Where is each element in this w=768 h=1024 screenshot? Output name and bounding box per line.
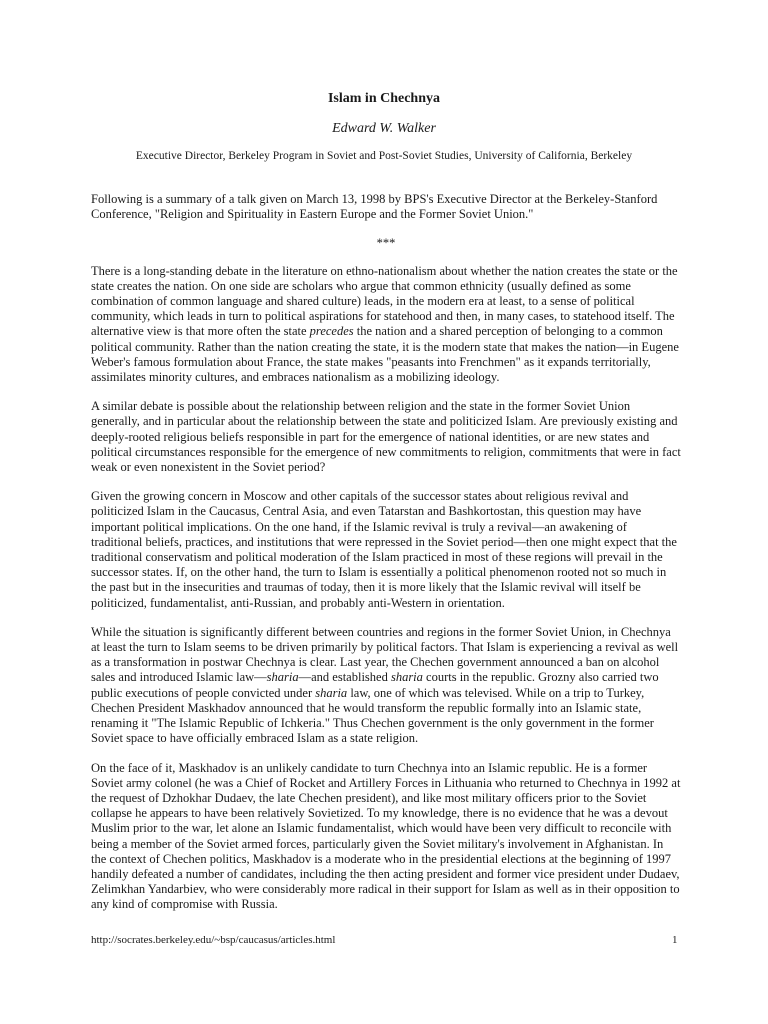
paragraph-1-text-a: There is a long-standing debate in the literature on ethno-nationalism about whether the nation creates the state or the state creates the nation. On one side are scholars who argue that common ethnicity (usually defined as some combination of common language and shared culture) leads, in the modern era at least, to a sense of political community, which leads in turn to political aspirations for statehood and then, in many cases, to statehood itself. The alternative view is that more often the state	[91, 263, 678, 339]
paragraph-1-text-b: the nation and a shared perception of belonging to a common political community. Rather than the nation creating the state, it is the modern state that makes the nation—in Eugene Weber's famous formulation about France, the state makes "peasants into Frenchmen" as it expands territorially, assimilates minority cultures, and embraces nationalism as a mobilizing ideology.	[91, 324, 679, 385]
paragraph-4-emphasis-3: sharia	[315, 685, 348, 700]
author-affiliation: Executive Director, Berkeley Program in Soviet and Post-Soviet Studies, University of California, Berkeley	[135, 150, 633, 162]
author-name: Edward W. Walker	[332, 121, 436, 136]
paragraph-4-text-c: courts in the republic. Grozny also carried two public executions of people convicted under	[91, 670, 659, 700]
intro-paragraph: Following is a summary of a talk given on March 13, 1998 by BPS's Executive Director at the Berkeley-Stanford Conference, "Religion and Spirituality in Eastern Europe and the Former Soviet Union."	[91, 192, 658, 222]
paragraph-4-text-a: While the situation is significantly different between countries and regions in the former Soviet Union, in Chechnya at least the turn to Islam seems to be driven primarily by political factors. That Islam is experiencing a revival as well as a transformation in postwar Chechnya is clear. Last year, the Chechen government announced a ban on alcohol sales and introduced Islamic law—	[91, 624, 679, 685]
section-separator: ***	[376, 236, 396, 251]
paragraph-2: A similar debate is possible about the relationship between religion and the state in the former Soviet Union generally, and in particular about the relationship between the state and politicized Islam. Are previously existing and deeply-rooted religious beliefs responsible in part for the emergence of national identities, or are new states and political circumstances responsible for the emergence of new commitments to religion, commitments that were in fact weak or even nonexistent in the Soviet period?	[91, 399, 681, 475]
paragraph-4-emphasis-1: sharia	[266, 670, 299, 685]
page-number: 1	[672, 934, 678, 946]
paragraph-4-emphasis-2: sharia	[390, 670, 423, 685]
paragraph-4	[91, 625, 681, 747]
paragraph-4-text-b: —and established	[298, 670, 391, 685]
paragraph-1	[91, 264, 681, 386]
article-body	[91, 192, 681, 927]
paragraph-3: Given the growing concern in Moscow and other capitals of the successor states about religious revival and politicized Islam in the Caucasus, Central Asia, and even Tatarstan and Bashkortostan, this question may have important political implications. On the one hand, if the Islamic revival is truly a revival—an awakening of traditional beliefs, practices, and institutions that were repressed in the Soviet period—then one might expect that the traditional conservatism and political moderation of the Islam practiced in most of these regions will prevail in the successor states. If, on the other hand, the turn to Islam is essentially a political phenomenon rooted not so much in the past but in the insecurities and traumas of today, then it is more likely that the Islamic revival will itself be politicized, fundamentalist, anti-Russian, and probably anti-Western in orientation.	[91, 489, 677, 610]
paragraph-5: On the face of it, Maskhadov is an unlikely candidate to turn Chechnya into an Islamic republic. He is a former Soviet army colonel (he was a Chief of Rocket and Artillery Forces in Lithuania who returned to Chechnya in 1992 at the request of Dzhokhar Dudaev, the late Chechen president), and like most military officers prior to the Soviet collapse he appears to have been relatively Sovietized. To my knowledge, there is no evidence that he was a devout Muslim prior to the war, let alone an Islamic fundamentalist, which would have been very difficult to reconcile with being a member of the Soviet armed forces, particularly given the Soviet military's involvement in Afghanistan. In the context of Chechen politics, Maskhadov is a moderate who in the presidential elections at the beginning of 1997 handily defeated a number of candidates, including the then acting president and former vice president under Dudaev, Zelimkhan Yandarbiev, who were considerably more radical in their support for Islam as well as in their opposition to any kind of compromise with Russia.	[91, 760, 681, 912]
footer-url: http://socrates.berkeley.edu/~bsp/caucasus/articles.html	[91, 934, 336, 946]
paragraph-1-emphasis: precedes	[309, 324, 354, 339]
document-title: Islam in Chechnya	[327, 91, 441, 106]
paragraph-4-text-d: law, one of which was televised. While on a trip to Turkey, Chechen President Maskhadov announced that he would transform the republic formally into an Islamic state, renaming it "The Islamic Republic of Ichkeria." Thus Chechen government is the only government in the former Soviet space to have officially embraced Islam as a state religion.	[91, 685, 654, 746]
